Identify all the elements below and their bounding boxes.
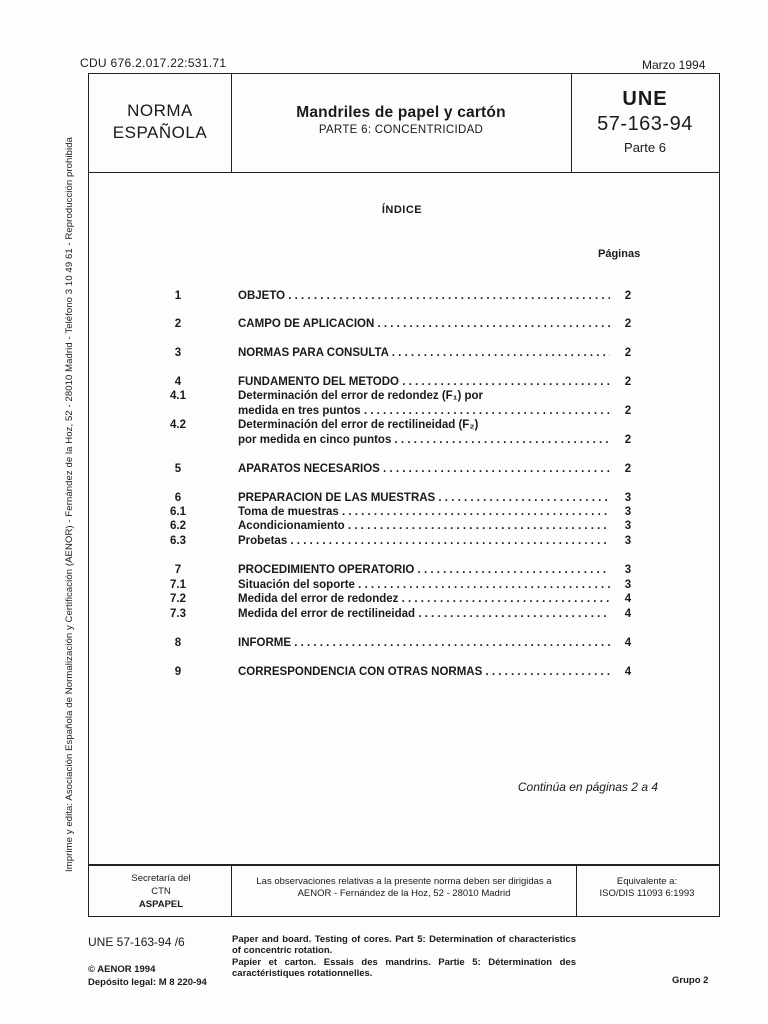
index-row-page: 3: [624, 492, 632, 504]
document-title: Mandriles de papel y cartón: [296, 104, 506, 121]
index-row-text: [238, 463, 610, 475]
index-row-number: 8: [174, 637, 182, 649]
index-row-text-line2: [238, 434, 610, 446]
norma-line1: NORMA: [127, 101, 193, 120]
index-row-page: 2: [624, 318, 632, 330]
index-row-number: 7.1: [170, 579, 186, 591]
index-row-label: Medida del error de redondez: [238, 593, 399, 605]
index-row-text: [238, 376, 610, 388]
index-row-page: 2: [624, 434, 632, 446]
footer-top-line: [88, 864, 720, 865]
index-row-label: OBJETO: [238, 290, 286, 302]
index-row-number: 4.2: [170, 419, 186, 431]
index-row-text: [238, 593, 610, 605]
index-row-label: PREPARACIÓN DE LAS MUESTRAS: [238, 492, 436, 504]
index-row-page: 4: [624, 666, 632, 678]
observations-block: [234, 876, 574, 900]
index-row-page: 4: [624, 593, 632, 605]
index-row-text: [238, 520, 610, 532]
index-row-number: 6: [174, 492, 182, 504]
equivalent-block: [576, 876, 718, 900]
index-row-page: 3: [624, 579, 632, 591]
equivalent-line2: ISO/DIS 11093 6:1993: [599, 888, 695, 899]
index-row-number: 7.2: [170, 593, 186, 605]
index-heading: ÍNDICE: [381, 204, 423, 216]
grupo-label: Grupo 2: [672, 975, 709, 986]
index-row-label: FUNDAMENTO DEL MÉTODO: [238, 376, 400, 388]
index-row-number: 2: [174, 318, 182, 330]
secretaria-line3: ASPAPEL: [138, 899, 184, 910]
index-row-page: 2: [624, 376, 632, 388]
index-row-label: CORRESPONDENCIA CON OTRAS NORMAS: [238, 666, 483, 678]
index-row-label: APARATOS NECESARIOS: [238, 463, 380, 475]
sidebar-publisher-text: Imprime y edita: Asociación Española de Normalización y Certificación (AENOR) - Fernández de la Hoz, 52 - 28010 Madrid - Teléfono 3 10 49 61 - Reproducción prohibida: [64, 137, 75, 872]
document-subtitle: PARTE 6: CONCENTRICIDAD: [318, 124, 484, 136]
index-row-label: Determinación del error de rectilineidad (F₂): [238, 419, 479, 431]
index-row-number: 7.3: [170, 608, 186, 620]
index-row-page: 3: [624, 564, 632, 576]
index-row-text: [238, 506, 610, 518]
index-row-text: [238, 419, 610, 431]
index-row-page: 3: [624, 535, 632, 547]
index-row-page: 2: [624, 463, 632, 475]
index-row-text: [238, 564, 610, 576]
index-row-text: [238, 608, 610, 620]
index-row-label: Determinación del error de redondez (F₁) por: [238, 390, 484, 402]
index-row-page: 4: [624, 608, 632, 620]
index-row-number: 1: [174, 290, 182, 302]
index-row-number: 4.1: [170, 390, 186, 402]
equivalent-line1: Equivalente a:: [616, 876, 678, 887]
header-divider: [88, 172, 720, 173]
une-code-block: [572, 88, 718, 155]
index-row-number: 6.3: [170, 535, 186, 547]
index-row-number: 6.1: [170, 506, 186, 518]
index-row-label: PROCEDIMIENTO OPERATORIO: [238, 564, 415, 576]
index-row-number: 3: [174, 347, 182, 359]
index-row-text: [238, 347, 610, 359]
footer-right-border: [719, 864, 720, 917]
index-row-text: [238, 535, 610, 547]
norma-line2: ESPAÑOLA: [112, 123, 208, 142]
une-part: Parte 6: [624, 140, 666, 155]
index-row-text: [238, 290, 610, 302]
footer-bottom-line: [88, 916, 720, 917]
index-row-number: 7: [174, 564, 182, 576]
footer-left-border: [88, 864, 89, 917]
bottom-standard-code: UNE 57-163-94 /6: [88, 935, 185, 949]
index-row-text: [238, 579, 610, 591]
index-row-text: [238, 637, 610, 649]
document-title-block: [232, 104, 570, 136]
index-row-label: Probetas: [238, 535, 288, 547]
deposito-legal: Depósito legal: M 8 220-94: [88, 977, 207, 988]
secretaria-block: [90, 872, 232, 911]
index-row-page: 2: [624, 347, 632, 359]
copyright: © AENOR 1994: [88, 964, 156, 975]
french-title: Papier et carton. Essais des mandrins. Partie 5: Détermination des caractéristiques rotationnelles.: [232, 957, 576, 979]
une-code: 57-163-94: [597, 113, 693, 135]
index-row-page: 3: [624, 520, 632, 532]
index-row-page: 3: [624, 506, 632, 518]
index-row-number: 4: [174, 376, 182, 388]
index-row-page: 2: [624, 405, 632, 417]
index-row-text: [238, 492, 610, 504]
index-row-number: 9: [174, 666, 182, 678]
index-row-number: 5: [174, 463, 182, 475]
index-row-label-line2: por medida en cinco puntos: [238, 434, 392, 446]
index-row-label: Medida del error de rectilineidad: [238, 608, 416, 620]
observations-line1: Las observaciones relativas a la presente norma deben ser dirigidas a: [256, 876, 552, 887]
index-row-label: Toma de muestras: [238, 506, 339, 518]
index-row-text-line2: [238, 405, 610, 417]
index-row-label: CAMPO DE APLICACIÓN: [238, 318, 375, 330]
secretaria-line2: CTN: [151, 886, 171, 897]
norma-espanola: [90, 100, 230, 144]
index-row-label: Acondicionamiento: [238, 520, 345, 532]
index-row-text: [238, 666, 610, 678]
une-label: UNE: [622, 88, 668, 110]
index-row-label-line2: medida en tres puntos: [238, 405, 361, 417]
cdu-code: CDU 676.2.017.22:531.71: [80, 56, 227, 70]
pages-label: Páginas: [598, 248, 641, 260]
english-title: Paper and board. Testing of cores. Part 5: Determination of characteristics of concentric rotation.: [232, 934, 576, 956]
index-row-label: Situación del soporte: [238, 579, 355, 591]
index-row-text: [238, 318, 610, 330]
observations-line2: AENOR - Fernández de la Hoz, 52 - 28010 Madrid: [297, 888, 511, 899]
index-row-page: 4: [624, 637, 632, 649]
index-row-text: [238, 390, 610, 402]
index-row-number: 6.2: [170, 520, 186, 532]
copyright-block: [88, 963, 207, 989]
index-row-label: NORMAS PARA CONSULTA: [238, 347, 389, 359]
publication-date: Marzo 1994: [642, 58, 706, 72]
secretaria-line1: Secretaría del: [131, 873, 191, 884]
continues-note: Continúa en páginas 2 a 4: [517, 780, 658, 794]
index-row-page: 2: [624, 290, 632, 302]
index-row-label: INFORME: [238, 637, 292, 649]
